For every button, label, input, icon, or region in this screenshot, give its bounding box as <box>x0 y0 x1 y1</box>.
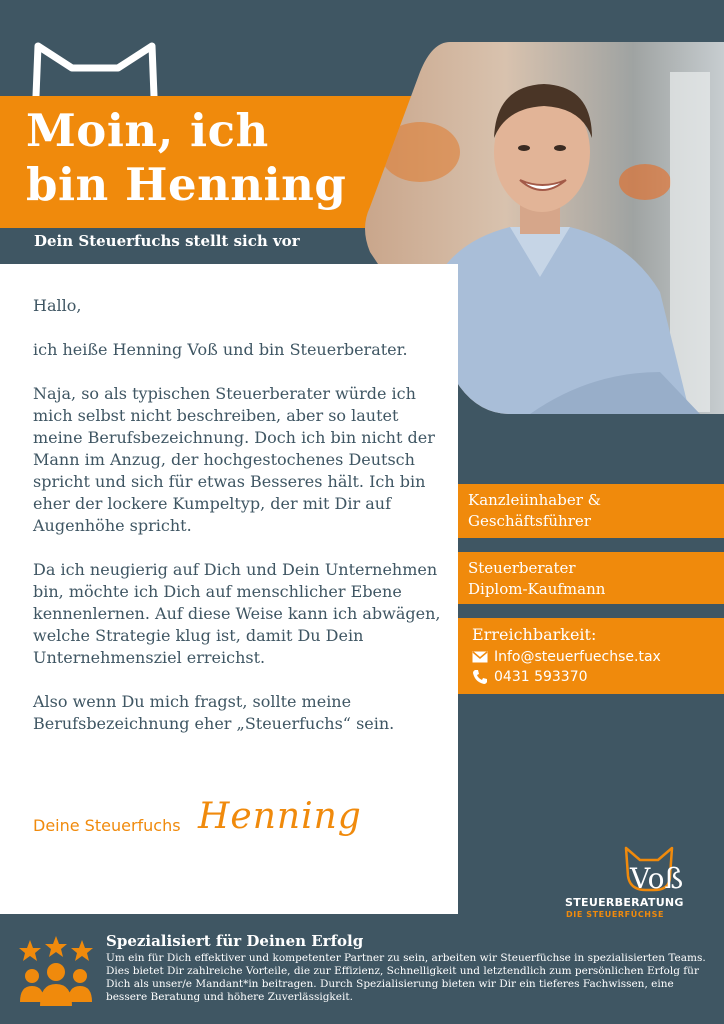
qualification-line-1: Steuerberater <box>468 559 576 577</box>
phone-row[interactable] <box>472 667 724 687</box>
logo-brand: Voß <box>630 862 684 895</box>
letter-signoff: Deine Steuerfuchs <box>33 816 181 835</box>
logo-tagline: DIE STEUERFÜCHSE <box>566 910 665 919</box>
email-link[interactable]: Info@steuerfuechse.tax <box>494 649 661 665</box>
signature: Henning <box>198 796 362 837</box>
qualification-box <box>458 552 724 604</box>
contact-heading: Erreichbarkeit: <box>472 625 597 644</box>
page-subtitle: Dein Steuerfuchs stellt sich vor <box>34 232 300 250</box>
role-line-1: Kanzleiinhaber & <box>468 491 602 509</box>
footer-text: Um ein für Dich effektiver und kompetenter Partner zu sein, arbeiten wir Steuerfüchse in spezialisierten Teams. Dies bietet Dir zahlreiche Vorteile, die zur Effizienz, Schnelligkeit und letztendlich zum persönlichen Erfolg für Dich als unser/e Mandant*in beitragen. Durch Spezialisierung bieten wir Dir ein tieferes Fachwissen, eine bessere Beratung und höhere Zuverlässigkeit. <box>106 952 706 1003</box>
title-line-1: Moin, ich <box>26 104 269 157</box>
phone-link[interactable]: 0431 593370 <box>494 669 588 685</box>
fox-ears-icon <box>30 40 160 100</box>
letter-body <box>33 295 443 757</box>
letter-paragraph-3: Da ich neugierig auf Dich und Dein Unternehmen bin, möchte ich Dich auf menschlicher Ebene kennenlernen. Auf diese Weise kann ich abwägen, welche Strategie klug ist, damit Du Dein Unternehmensziel erreichst. <box>33 560 441 667</box>
footer-title: Spezialisiert für Deinen Erfolg <box>106 932 364 950</box>
page-title <box>26 104 346 212</box>
phone-icon <box>472 669 488 685</box>
team-stars-icon <box>16 934 96 1010</box>
role-line-2: Geschäftsführer <box>468 512 591 530</box>
role-box <box>458 484 724 538</box>
logo-name: STEUERBERATUNG <box>565 896 684 909</box>
title-line-2: bin Henning <box>26 158 347 211</box>
contact-box <box>458 618 724 694</box>
letter-paragraph-4: Also wenn Du mich fragst, sollte meine Berufsbezeichnung eher „Steuerfuchs“ sein. <box>33 692 395 733</box>
letter-paragraph-2: Naja, so als typischen Steuerberater würde ich mich selbst nicht beschreiben, aber so lautet meine Berufsbezeichnung. Doch ich bin nicht der Mann im Anzug, der hochgestochenes Deutsch spricht und sich für etwas Besseres hält. Ich bin eher der lockere Kumpeltyp, der mit Dir auf Augenhöhe spricht. <box>33 384 435 535</box>
mail-icon <box>472 651 488 663</box>
letter-paragraph-1: ich heiße Henning Voß und bin Steuerberater. <box>33 340 408 359</box>
letter-greeting: Hallo, <box>33 296 82 315</box>
email-row[interactable] <box>472 647 724 667</box>
qualification-line-2: Diplom-Kaufmann <box>468 580 606 598</box>
